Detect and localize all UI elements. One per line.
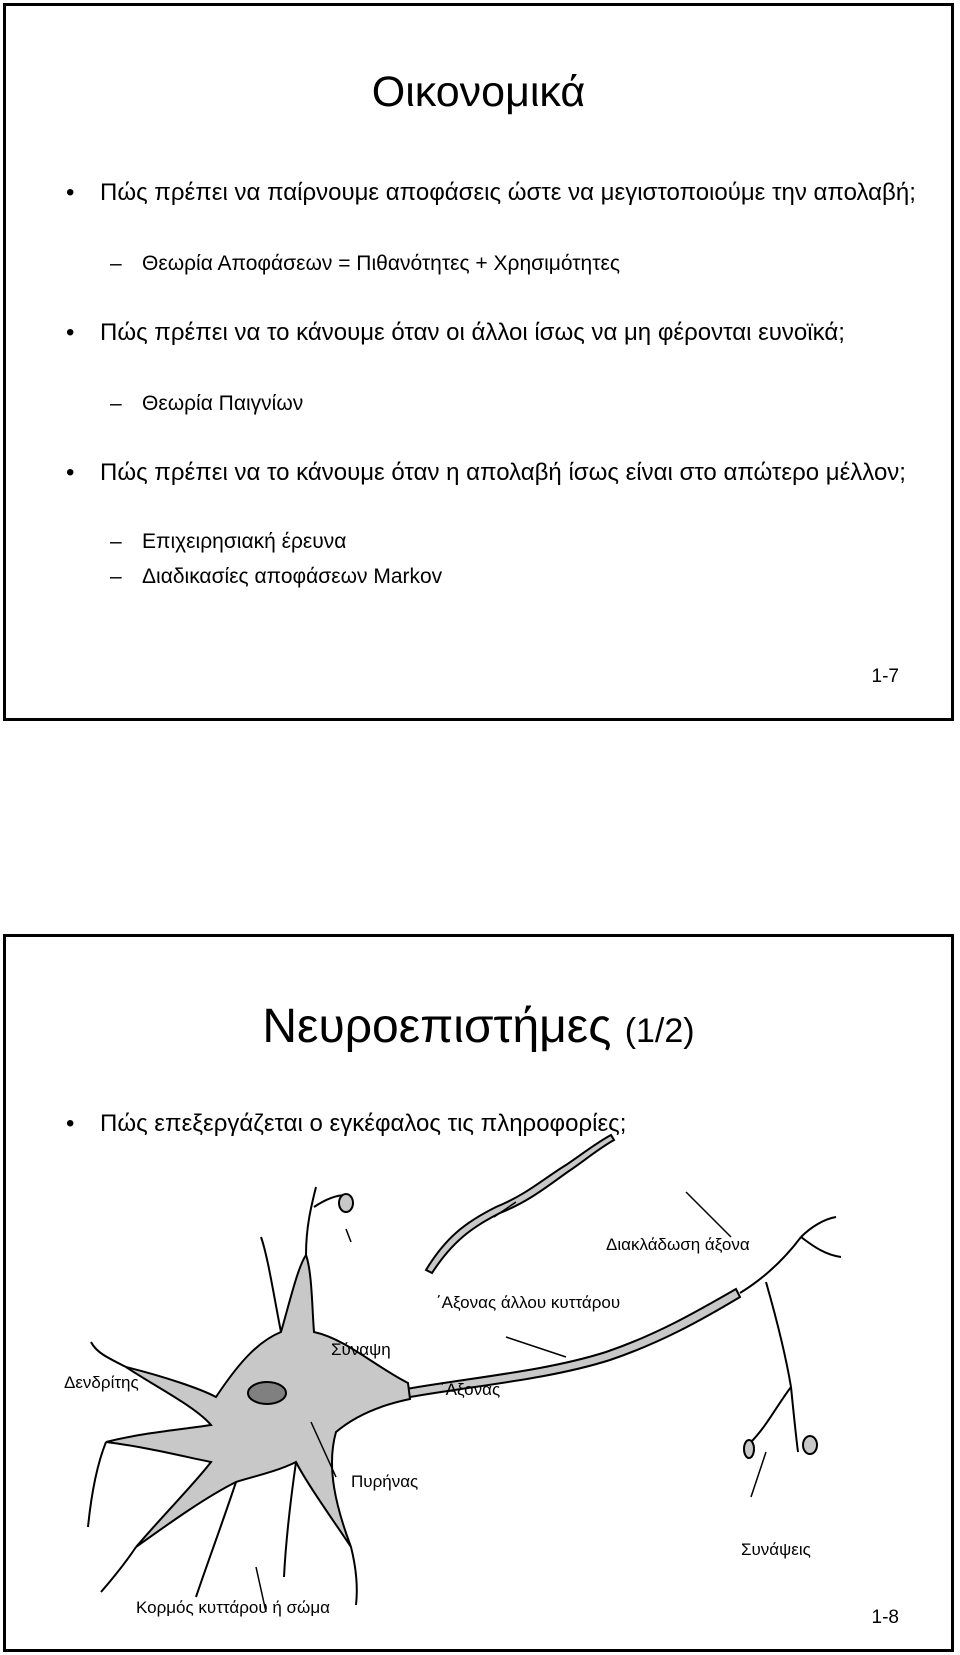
slide-neuroscience [3,934,954,1652]
sub-bullet-item [110,250,620,278]
sub-bullet-item [110,390,303,418]
dash-marker: – [110,565,122,588]
sub-bullet-text: Επιχειρησιακή έρευνα [142,530,347,553]
dash-marker: – [110,252,122,275]
slide-economics [3,3,954,721]
bullet-text: Πώς πρέπει να το κάνουμε όταν οι άλλοι ίσως να μη φέρονται ευνοϊκά; [100,319,845,346]
label-cell-body: Κορμός κυττάρου ή σώμα [136,1598,330,1617]
bullet-dot: • [66,1110,75,1137]
bullet-dot: • [66,319,75,346]
page-number: 1-7 [871,666,899,687]
sub-bullet-text: Διαδικασίες αποφάσεων Markov [142,565,443,588]
dash-marker: – [110,530,122,553]
sub-bullet-item [110,528,346,556]
label-synapse: Σύναψη [331,1340,391,1359]
slide-title: Οικονομικά [371,68,586,116]
synapse-knob [803,1436,817,1454]
bullet-dot: • [66,179,75,206]
dash-marker: – [110,392,122,415]
bullet-item [66,178,926,208]
page-number: 1-8 [871,1607,899,1628]
sub-bullet-text: Θεωρία Αποφάσεων = Πιθανότητες + Χρησιμότητες [142,252,621,275]
other-cell-axon [426,1135,614,1273]
synapse-knob [339,1194,353,1212]
bullet-text: Πώς πρέπει να το κάνουμε όταν η απολαβή ίσως είναι στο απώτερο μέλλον; [100,459,906,486]
axon-terminals [740,1217,841,1452]
label-other-cell-axon: ΄Αξονας άλλου κυττάρου [436,1293,621,1312]
bullet-text: Πώς επεξεργάζεται ο εγκέφαλος τις πληροφορίες; [100,1110,627,1137]
neuron-diagram [6,937,957,1655]
label-nucleus: Πυρήνας [351,1472,419,1491]
slide-title-suffix: (1/2) [624,1012,695,1050]
label-synapses: Συνάψεις [741,1540,811,1559]
bullet-text: Πώς πρέπει να παίρνουμε αποφάσεις ώστε να μεγιστοποιούμε την απολαβή; [100,179,916,206]
bullet-item [66,458,926,488]
sub-bullet-text: Θεωρία Παιγνίων [142,392,304,415]
sub-bullet-item [110,563,442,591]
label-axon-branching: Διακλάδωση άξονα [606,1235,750,1254]
bullet-dot: • [66,459,75,486]
bullet-item [66,318,926,348]
slide-title-main: Νευροεπιστήμες [262,1000,612,1053]
synapse-knob [744,1440,754,1458]
nucleus-shape [248,1382,286,1404]
label-dendrite: Δενδρίτης [64,1373,139,1392]
label-axon: ΄Αξονας [440,1380,501,1399]
